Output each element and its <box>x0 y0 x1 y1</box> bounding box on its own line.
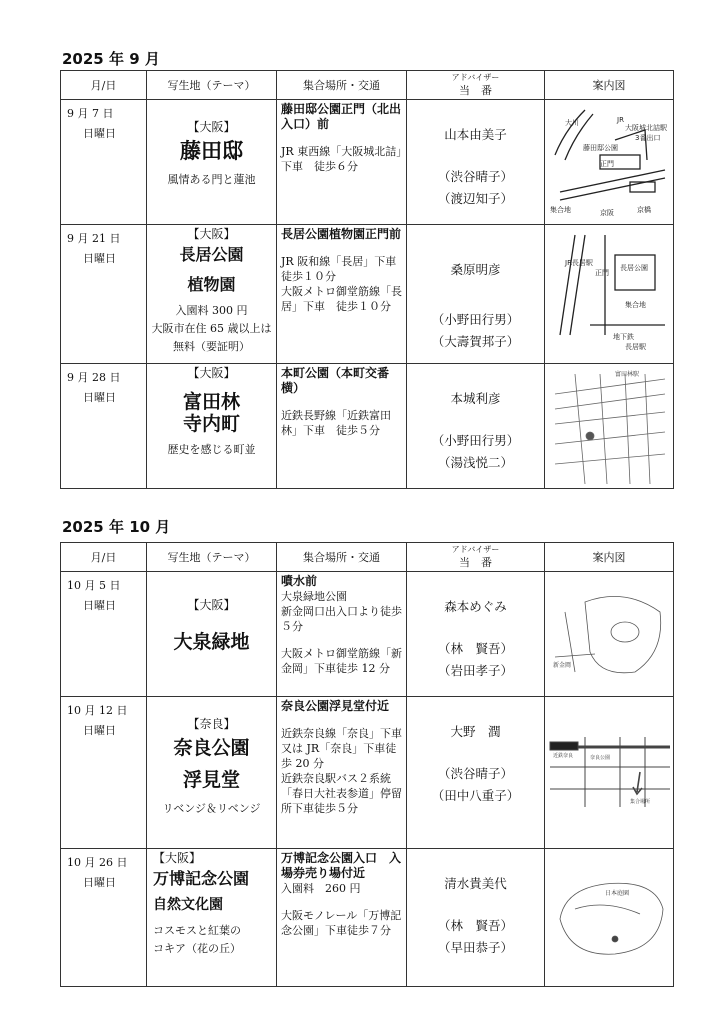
header-place: 写生地（テーマ） <box>147 71 277 100</box>
place-cell: 【大阪】 万博記念公園 自然文化園 コスモスと紅葉の コキア（花の丘） <box>147 849 277 987</box>
svg-text:地下鉄: 地下鉄 <box>613 333 634 341</box>
header-advisor: アドバイザー 当 番 <box>407 543 545 572</box>
advisor-cell: 森本めぐみ （林 賢吾） （岩田孝子） <box>407 572 545 697</box>
meeting-cell: 本町公園（本町交番横） 近鉄長野線「近鉄富田林」下車 徒歩５分 <box>277 364 407 489</box>
table-row <box>61 364 674 489</box>
date-cell: 10 月 12 日 日曜日 <box>61 697 147 849</box>
svg-text:藤田邸公園: 藤田邸公園 <box>583 144 618 152</box>
header-map: 案内図 <box>545 543 674 572</box>
advisor-cell: 本城利彦 （小野田行男） （湯浅悦二） <box>407 364 545 489</box>
svg-text:長居駅: 長居駅 <box>625 343 646 351</box>
table-row <box>61 849 674 987</box>
header-place: 写生地（テーマ） <box>147 543 277 572</box>
advisor-cell: 山本由美子 （渋谷晴子） （渡辺知子） <box>407 100 545 225</box>
header-date: 月/日 <box>61 543 147 572</box>
map-cell <box>545 225 674 364</box>
meeting-cell: 噴水前 大泉緑地公園 新金岡口出入口より徒歩５分 大阪メトロ御堂筋線「新金岡」下車徒歩 12 分 <box>277 572 407 697</box>
table-row <box>61 697 674 849</box>
map-sketch-oizumi <box>545 572 674 696</box>
date-cell: 10 月 26 日 日曜日 <box>61 849 147 987</box>
meeting-cell: 奈良公園浮見堂付近 近鉄奈良線「奈良」下車又は JR「奈良」下車徒歩 20 分 近鉄奈良駅バス２系統「春日大社表参道」停留所下車徒歩５分 <box>277 697 407 849</box>
schedule-table-oct <box>60 542 674 987</box>
svg-text:富田林駅: 富田林駅 <box>615 371 640 378</box>
place-cell: 【大阪】 大泉緑地 <box>147 572 277 697</box>
svg-text:集合地: 集合地 <box>550 206 571 214</box>
date-cell: 9 月 7 日 日曜日 <box>61 100 147 225</box>
table-row <box>61 225 674 364</box>
map-cell <box>545 697 674 849</box>
header-meet: 集合場所・交通 <box>277 71 407 100</box>
svg-text:近鉄奈良: 近鉄奈良 <box>553 753 574 759</box>
map-cell <box>545 364 674 489</box>
map-sketch-tondabayashi <box>545 364 674 488</box>
svg-text:大川: 大川 <box>565 119 579 127</box>
advisor-cell: 大野 潤 （渋谷晴子） （田中八重子） <box>407 697 545 849</box>
place-cell: 【奈良】 奈良公園 浮見堂 リベンジ＆リベンジ <box>147 697 277 849</box>
table-row <box>61 100 674 225</box>
date-cell: 9 月 21 日 日曜日 <box>61 225 147 364</box>
svg-text:長居公園: 長居公園 <box>620 264 648 272</box>
place-cell: 【大阪】 長居公園 植物園 入園料 300 円 大阪市在住 65 歳以上は無料（要証明） <box>147 225 277 364</box>
header-meet: 集合場所・交通 <box>277 543 407 572</box>
svg-text:京橋: 京橋 <box>637 206 651 214</box>
svg-text:JR長居駅: JR長居駅 <box>565 259 593 267</box>
map-sketch-expo <box>545 849 674 986</box>
map-cell <box>545 849 674 987</box>
svg-text:正門: 正門 <box>600 160 614 168</box>
date-cell: 9 月 28 日 日曜日 <box>61 364 147 489</box>
svg-text:奈良公園: 奈良公園 <box>590 755 611 761</box>
svg-text:3番出口: 3番出口 <box>635 134 661 142</box>
svg-text:集合場所: 集合場所 <box>630 799 651 805</box>
place-cell: 【大阪】 富田林 寺内町 歴史を感じる町並 <box>147 364 277 489</box>
header-map: 案内図 <box>545 71 674 100</box>
advisor-cell: 桑原明彦 （小野田行男） （大壽賀邦子） <box>407 225 545 364</box>
map-sketch-nara <box>545 697 674 848</box>
meeting-cell: 長居公園植物園正門前 JR 阪和線「長居」下車徒歩１０分 大阪メトロ御堂筋線「長居」下車 徒歩１０分 <box>277 225 407 364</box>
map-cell <box>545 572 674 697</box>
table-row <box>61 572 674 697</box>
date-cell: 10 月 5 日 日曜日 <box>61 572 147 697</box>
svg-text:JR: JR <box>617 116 624 124</box>
header-advisor: アドバイザー 当 番 <box>407 71 545 100</box>
month-title-oct: 2025 年 10 月 <box>62 518 171 536</box>
svg-text:日本庭園: 日本庭園 <box>605 890 630 897</box>
advisor-cell: 清水貴美代 （林 賢吾） （早田恭子） <box>407 849 545 987</box>
svg-text:大阪城北詰駅: 大阪城北詰駅 <box>625 124 667 132</box>
svg-text:京阪: 京阪 <box>600 209 614 217</box>
meeting-cell: 万博記念公園入口 入場券売り場付近 入園料 260 円 大阪モノレール「万博記念公園」下車徒歩７分 <box>277 849 407 987</box>
schedule-table-sep <box>60 70 674 489</box>
map-sketch-nagai <box>545 225 674 363</box>
svg-text:集合地: 集合地 <box>625 301 646 309</box>
month-title-sep: 2025 年 9 月 <box>62 50 160 68</box>
map-sketch-fujita <box>545 100 674 224</box>
header-date: 月/日 <box>61 71 147 100</box>
svg-text:新金岡: 新金岡 <box>553 662 572 669</box>
place-cell: 【大阪】 藤田邸 風情ある門と蓮池 <box>147 100 277 225</box>
map-cell <box>545 100 674 225</box>
meeting-cell: 藤田邸公園正門（北出入口）前 JR 東西線「大阪城北詰」下車 徒歩６分 <box>277 100 407 225</box>
svg-text:正門: 正門 <box>595 269 609 277</box>
